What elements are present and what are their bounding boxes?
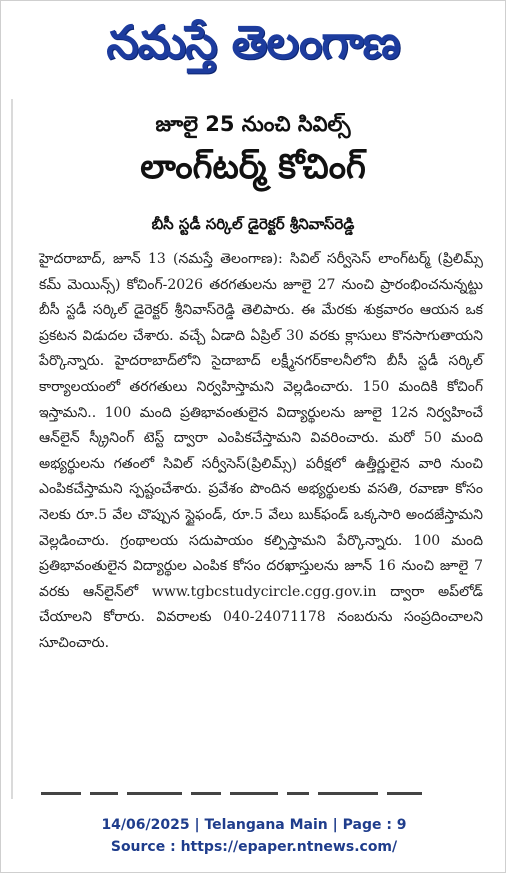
article-url: www.tgbcstudycircle.cgg.gov.in: [151, 583, 377, 600]
article-body-text-2: ద్వారా అప్‌లోడ్ చేయాలని కోరారు. వివరాలకు 040-24071178 నంబరును సంప్రదించాలని సూచించారు.: [39, 583, 483, 651]
masthead-logo: [53, 7, 453, 77]
clipped-next-line: [41, 792, 461, 800]
article-headline: లాంగ్‌టర్మ్ కోచింగ్: [140, 147, 366, 187]
footer-source-line: Source : https://epaper.ntnews.com/: [110, 839, 398, 855]
footer-date-line: 14/06/2025 | Telangana Main | Page : 9: [101, 817, 407, 833]
article-body: [39, 247, 483, 657]
article-byline: బీసీ స్టడీ సర్కిల్ డైరెక్టర్ శ్రీనివాస్‌రెడ్డి: [151, 215, 355, 233]
article-kicker: జూలై 25 నుంచి సివిల్స్: [155, 112, 351, 136]
article-clip: [11, 99, 495, 799]
masthead-title: నమస్తే తెలంగాణ: [106, 15, 400, 69]
article-body-text-1: హైదరాబాద్, జూన్ 13 (నమస్తే తెలంగాణ): సివిల్ సర్వీసెస్ లాంగ్‌టర్మ్ (ప్రిలిమ్స్ కమ్ మెయిన్స్) కోచింగ్-2026 తరగతులను జూలై 27 నుంచి ప్రారంభించనున్నట్టు బీసీ స్టడీ సర్కిల్ డైరెక్టర్ శ్రీనివాస్‌రెడ్డి తెలిపారు. ఈ మేరకు శుక్రవారం ఆయన ఒక ప్రకటన విడుదల చేశారు. వచ్చే ఏడాది ఏప్రిల్ 30 వరకు క్లాసులు కొనసాగుతాయని పేర్కొన్నారు. హైదరాబాద్‌లోని సైదాబాద్ లక్ష్మీనగర్‌కాలనీలోని బీసీ స్టడీ సర్కిల్ కార్యాలయంలో తరగతులు నిర్వహిస్తామని వెల్లడించారు. 150 మందికి కోచింగ్ ఇస్తామని.. 100 మంది ప్రతిభావంతులైన విద్యార్థులను జూలై 12న నిర్వహించే ఆన్‌లైన్ స్క్రీనింగ్ టెస్ట్ ద్వారా ఎంపికచేస్తామని వివరించారు. మరో 50 మంది అభ్యర్థులను గతంలో సివిల్ సర్వీసెస్(ప్రిలిమ్స్) పరీక్షలో ఉత్తీర్ణులైన వారి నుంచి ఎంపికచేస్తామని స్పష్టంచేశారు. ప్రవేశం పొందిన అభ్యర్థులకు వసతి, రవాణా కోసం నెలకు రూ.5 వేల చొప్పున స్టైఫండ్, రూ.5 వేలు బుక్‌ఫండ్ ఒక్కసారి అందజేస్తామని వెల్లడించారు. గ్రంథాలయ సదుపాయం కల్పిస్తామని పేర్కొన్నారు. 100 మంది ప్రతిభావంతులైన విద్యార్థుల ఎంపిక కోసం దరఖాస్తులను జూన్ 16 నుంచి జూలై 7 వరకు ఆన్‌లైన్‌లో: [39, 251, 483, 600]
